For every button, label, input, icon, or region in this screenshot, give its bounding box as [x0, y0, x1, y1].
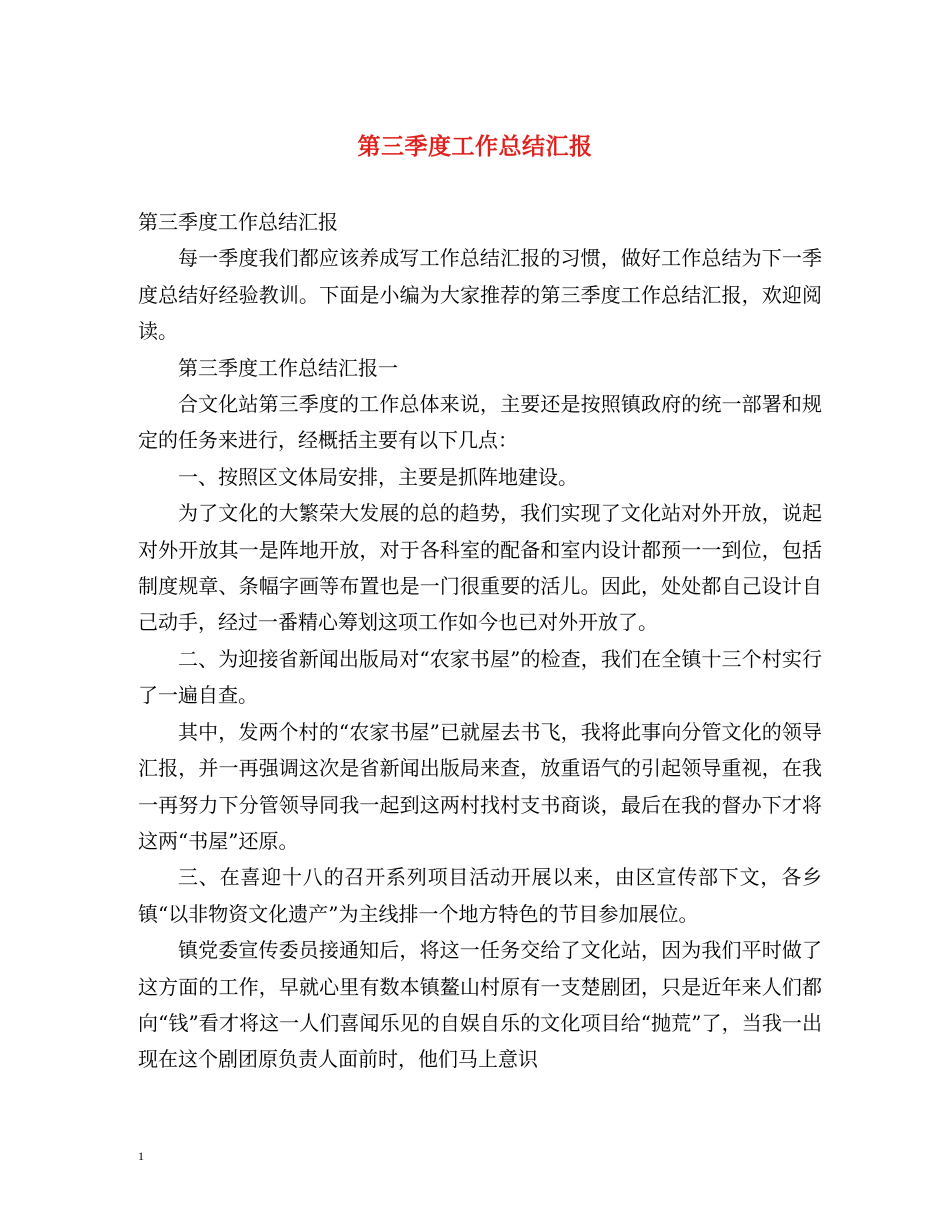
paragraph: 三、在喜迎十八的召开系列项目活动开展以来，由区宣传部下文，各乡镇“以非物资文化遗产”为主线排一个地方特色的节目参加展位。: [138, 865, 822, 926]
paragraph: 每一季度我们都应该养成写工作总结汇报的习惯，做好工作总结为下一季度总结好经验教训。下面是小编为大家推荐的第三季度工作总结汇报，欢迎阅读。: [138, 246, 822, 344]
page-number: 1: [138, 1149, 144, 1163]
document-body: [138, 204, 822, 1078]
document-title: 第三季度工作总结汇报: [357, 133, 593, 160]
paragraph: 二、为迎接省新闻出版局对“农家书屋”的检查，我们在全镇十三个村实行了一遍自查。: [138, 646, 822, 708]
paragraph: 第三季度工作总结汇报一: [178, 355, 398, 380]
paragraph: 一、按照区文体局安排，主要是抓阵地建设。: [178, 464, 578, 489]
paragraph: 合文化站第三季度的工作总体来说，主要还是按照镇政府的统一部署和规定的任务来进行，经概括主要有以下几点：: [138, 392, 822, 453]
paragraph: 第三季度工作总结汇报: [138, 210, 338, 234]
paragraph: 其中，发两个村的“农家书屋”已就屋去书飞，我将此事向分管文化的领导汇报，并一再强调这次是省新闻出版局来查，放重语气的引起领导重视，在我一再努力下分管领导同我一起到这两村找村支书商谈，最后在我的督办下才将这两“书屋”还原。: [138, 719, 822, 853]
paragraph: 为了文化的大繁荣大发展的总的趋势，我们实现了文化站对外开放，说起对外开放其一是阵地开放，对于各科室的配备和室内设计都预一一到位，包括制度规章、条幅字画等布置也是一门很重要的活儿。因此，处处都自己设计自己动手，经过一番精心筹划这项工作如今也已对外开放了。: [138, 501, 822, 635]
paragraph: 镇党委宣传委员接通知后，将这一任务交给了文化站，因为我们平时做了这方面的工作，早就心里有数本镇鳌山村原有一支楚剧团，只是近年来人们都向“钱”看才将这一人们喜闻乐见的自娱自乐的文化项目给“抛荒”了，当我一出现在这个剧团原负责人面前时，他们马上意识: [138, 938, 822, 1072]
